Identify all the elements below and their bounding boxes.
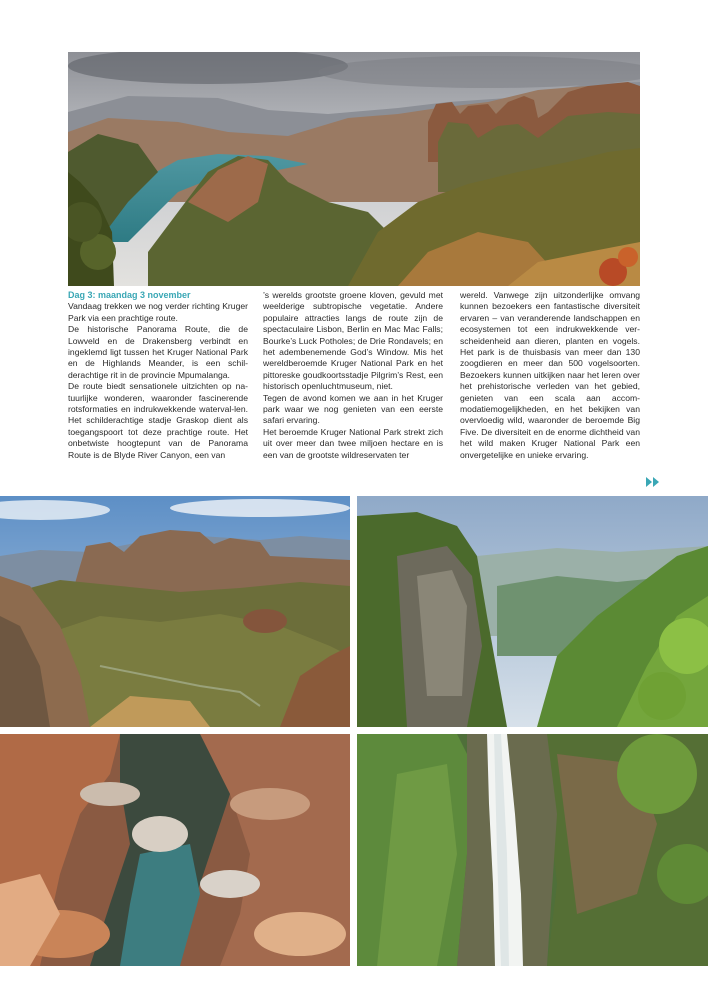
article-paragraph: De route biedt sensationele uitzichten op na-tuurlijke wonderen, waaronder fascinerende rotsformaties en indrukwekkende waterval-len. Het schilderachtige stadje Graskop dient als toegangspoort tot deze prachtige route. Het onbetwiste hoogtepunt van de Panorama Route is de Blyde River Canyon, een van	[68, 381, 248, 460]
photo-bourkes-luck-potholes	[0, 734, 350, 966]
article-column-3	[460, 290, 640, 461]
article-paragraph: De historische Panorama Route, die de Lowveld en de Drakensberg verbindt en ingeklemd ligt tussen het Kruger National Park en de Highlands Meander, is een schil-derachtige rit in de provincie Mpumalanga.	[68, 324, 248, 380]
article-heading: Dag 3: maandag 3 november	[68, 290, 191, 300]
photo-three-rondavels	[0, 496, 350, 727]
article-paragraph: Vandaag trekken we nog verder richting Kruger Park via een prachtige route.	[68, 301, 248, 323]
article-column-2	[263, 290, 443, 461]
article-column-1	[68, 290, 248, 461]
article-paragraph: ’s werelds grootste groene kloven, gevuld met weelderige subtropische vegetatie. Andere populaire attracties langs de route zijn de spectaculaire Lisbon, Berlin en Mac Mac Falls; Bourke’s Luck Potholes; de Drie Rondavels; en het adembenemende God’s Window. Mis het wereldberoemde Kruger National Park en het pittoreske goudkoortsstadje Pilgrim’s Rest, een historisch openluchtmuseum, niet.	[263, 290, 443, 392]
hero-photo-blyde-river-canyon	[68, 52, 640, 286]
photo-waterfall	[357, 734, 708, 966]
article-paragraph: Het beroemde Kruger National Park strekt zich uit over meer dan twee miljoen hectare en is een van de grootste wildreservaten ter	[263, 426, 443, 460]
photo-green-gorge	[357, 496, 708, 727]
article-paragraph: Tegen de avond komen we aan in het Kruger park waar we nog genieten van een eerste safari ervaring.	[263, 392, 443, 426]
double-chevron-right-icon	[646, 474, 660, 484]
article-paragraph: wereld. Vanwege zijn uitzonderlijke omvang kunnen bezoekers een fantastische diversiteit ervaren – van veranderende landschappen en ecosystemen tot een indrukwekkende ver-scheidenheid aan dieren, planten en vogels. Het park is de thuisbasis van meer dan 130 zoogdieren en meer dan 500 vogelsoorten. Bezoekers kunnen uitkijken naar het leren over het prehistorische verleden van het gebied, genieten van een scala aan accom-modatiemogelijkheden, en het bekijken van overvloedig wild, waaronder de beroemde Big Five. De diversiteit en de enorme dichtheid van het wild maken Kruger National Park een onvergetelijke en unieke ervaring.	[460, 290, 640, 460]
